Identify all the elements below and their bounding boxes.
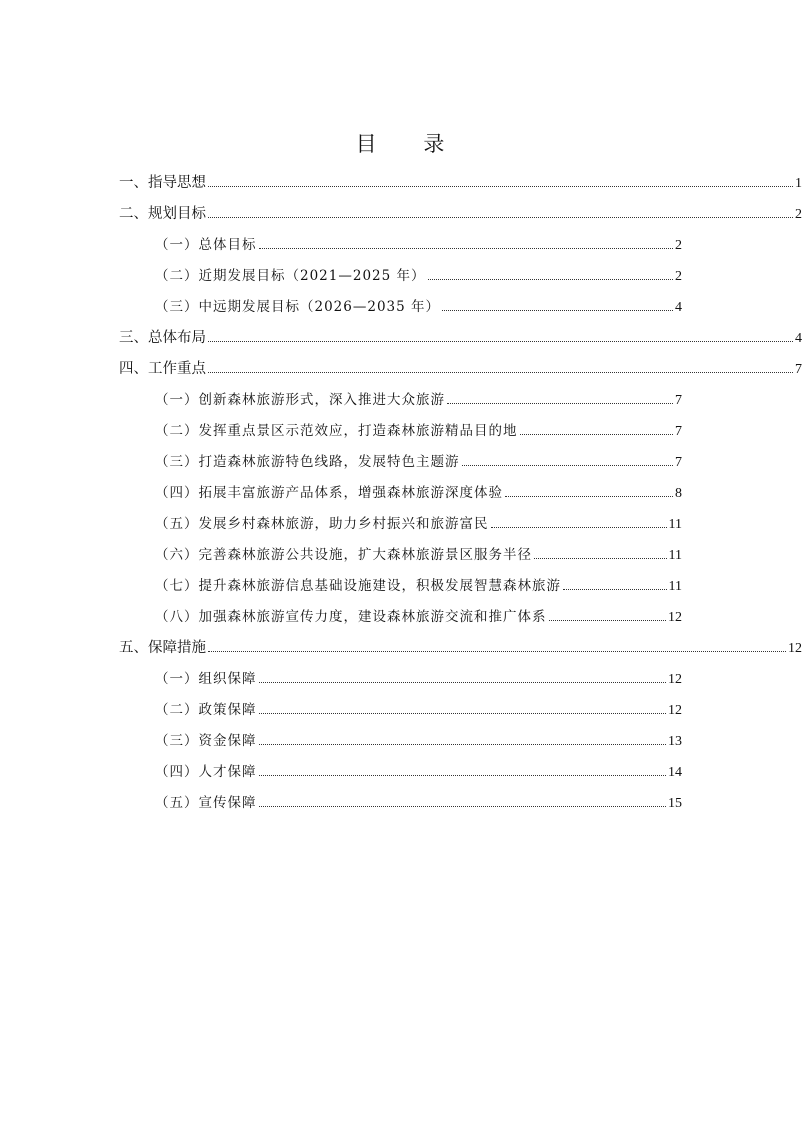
toc-page-number: 12 [788,641,802,656]
toc-entry[interactable] [0,478,682,509]
toc-entry-label: （八）加强森林旅游宣传力度，建设森林旅游交流和推广体系 [155,609,547,625]
dot-leader [442,309,673,311]
toc-entry[interactable] [0,385,682,416]
toc-page-number: 4 [675,300,682,315]
toc-page-number: 13 [668,734,682,749]
toc-entry-label: （七）提升森林旅游信息基础设施建设，积极发展智慧森林旅游 [155,578,561,594]
toc-entry[interactable] [0,292,682,323]
toc-page-number: 7 [675,455,682,470]
toc-entry-label: 四、工作重点 [119,361,206,377]
toc-page-number: 2 [795,207,802,222]
toc-entry-label: 一、指导思想 [119,175,206,191]
dot-leader [208,650,786,652]
toc-entry-label: （三）资金保障 [155,733,257,749]
toc-page-number: 8 [675,486,682,501]
dot-leader [534,557,667,559]
toc-entry-label: 三、总体布局 [119,330,206,346]
toc-entry-label: 二、规划目标 [119,206,206,222]
toc-entry-label: （五）发展乡村森林旅游，助力乡村振兴和旅游富民 [155,516,489,532]
toc-page-number: 11 [668,579,682,594]
toc-entry[interactable] [0,323,802,354]
toc-page-number: 7 [675,424,682,439]
toc-entry-label: （四）拓展丰富旅游产品体系，增强森林旅游深度体验 [155,485,503,501]
toc-page-number: 2 [675,238,682,253]
toc-entry[interactable] [0,168,802,199]
toc-entry-label: （二）政策保障 [155,702,257,718]
toc-entry-label: （二）发挥重点景区示范效应，打造森林旅游精品目的地 [155,423,518,439]
toc-page-number: 14 [668,765,682,780]
toc-entry[interactable] [0,788,682,819]
toc-page-number: 1 [795,176,802,191]
dot-leader [208,185,793,187]
dot-leader [520,433,674,435]
dot-leader [563,588,667,590]
dot-leader [208,340,793,342]
dot-leader [505,495,673,497]
dot-leader [491,526,667,528]
toc-page-number: 12 [668,672,682,687]
toc-page-number: 12 [668,610,682,625]
toc-entry[interactable] [0,633,802,664]
dot-leader [259,805,667,807]
toc-entry[interactable] [0,230,682,261]
dot-leader [549,619,667,621]
toc-page-number: 11 [668,517,682,532]
toc-entry[interactable] [0,602,682,633]
toc-entry-label: （三）中远期发展目标（2026—2035 年） [155,299,441,315]
toc-entry[interactable] [0,540,682,571]
toc-entry[interactable] [0,261,682,292]
toc-page-number: 12 [668,703,682,718]
toc-entry-label: 五、保障措施 [119,640,206,656]
toc-entry-label: （六）完善森林旅游公共设施，扩大森林旅游景区服务半径 [155,547,532,563]
toc-entry-label: （二）近期发展目标（2021—2025 年） [155,268,426,284]
dot-leader [259,712,667,714]
toc-page-number: 7 [675,393,682,408]
toc-entry[interactable] [0,664,682,695]
toc-entry[interactable] [0,509,682,540]
page-title: 目 录 [355,132,465,156]
toc-page-number: 7 [795,362,802,377]
dot-leader [259,681,667,683]
toc-entry-label: （一）创新森林旅游形式，深入推进大众旅游 [155,392,445,408]
toc-entry[interactable] [0,416,682,447]
dot-leader [208,371,793,373]
toc-entry[interactable] [0,447,682,478]
dot-leader [208,216,793,218]
toc-entry-label: （一）组织保障 [155,671,257,687]
toc-page-number: 2 [675,269,682,284]
dot-leader [462,464,674,466]
toc-entry-label: （四）人才保障 [155,764,257,780]
toc-entry[interactable] [0,695,682,726]
toc-entry[interactable] [0,757,682,788]
toc-entry-label: （三）打造森林旅游特色线路，发展特色主题游 [155,454,460,470]
dot-leader [259,774,667,776]
toc-page-number: 4 [795,331,802,346]
toc-page-number: 15 [668,796,682,811]
toc-page-number: 11 [668,548,682,563]
toc-entry[interactable] [0,354,802,385]
dot-leader [259,247,674,249]
table-of-contents [0,168,800,819]
toc-entry[interactable] [0,726,682,757]
toc-entry-label: （一）总体目标 [155,237,257,253]
toc-entry[interactable] [0,199,802,230]
toc-entry[interactable] [0,571,682,602]
dot-leader [259,743,667,745]
dot-leader [428,278,673,280]
dot-leader [447,402,673,404]
toc-entry-label: （五）宣传保障 [155,795,257,811]
